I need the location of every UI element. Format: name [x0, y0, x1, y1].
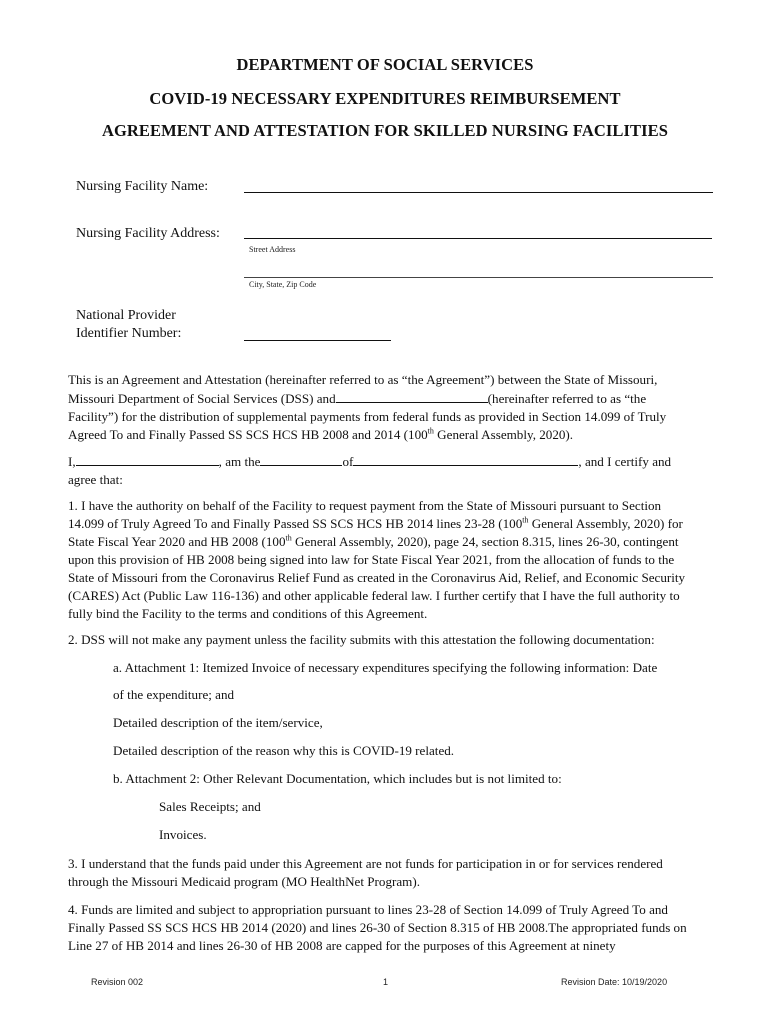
- certify-line2: agree that:: [68, 472, 123, 487]
- street-address-caption: Street Address: [249, 245, 296, 254]
- city-state-zip-field[interactable]: [244, 277, 713, 278]
- intro-superscript: th: [427, 426, 434, 436]
- item-1-text-a: 1. I have the authority on behalf of the Facility to request payment from the State of Missouri pursuant to Section 14.099 of Truly Agreed To and Finally Passed SS SCS HCS HB 2014 lines 23-28 (100: [68, 498, 662, 531]
- footer-revision: Revision 002: [91, 977, 144, 987]
- program-title: COVID-19 NECESSARY EXPENDITURES REIMBURSEMENT: [149, 89, 621, 108]
- item-1-text-b: General Assembly, 2020) for State Fiscal Year 2020 and HB 2008 (100: [68, 516, 683, 549]
- intro-text-part2: (hereinafter referred to as “the Facility”) for the distribution of supplemental payments from federal funds as provided in Section 14.099 of Truly Agreed To and Finally Passed SS SCS HCS HB 2008 and 2014 (100: [68, 391, 667, 442]
- facility-blank[interactable]: [336, 389, 488, 403]
- item-3-paragraph: 3. I understand that the funds paid under this Agreement are not funds for participation in or for services rendered through the Missouri Medicaid program (MO HealthNet Program).: [68, 856, 663, 889]
- npi-label-line2: Identifier Number:: [76, 326, 182, 341]
- invoices-item: Invoices.: [159, 827, 207, 842]
- sales-receipts-item: Sales Receipts; and: [159, 799, 261, 814]
- street-address-field[interactable]: [244, 238, 712, 239]
- city-state-zip-caption: City, State, Zip Code: [249, 280, 317, 289]
- agreement-title: AGREEMENT AND ATTESTATION FOR SKILLED NURSING FACILITIES: [101, 121, 669, 140]
- item-2-paragraph: 2. DSS will not make any payment unless the facility submits with this attestation the following documentation:: [68, 632, 655, 647]
- facility-address-label: Nursing Facility Address:: [76, 226, 220, 241]
- attachment-2-line: b. Attachment 2: Other Relevant Documentation, which includes but is not limited to:: [113, 771, 562, 786]
- signer-title-blank[interactable]: [260, 452, 342, 466]
- certify-end: , and I certify and: [578, 454, 672, 469]
- intro-text-part1: This is an Agreement and Attestation (hereinafter referred to as “the Agreement”) between the State of Missouri, Missouri Department of Social Services (DSS) and: [68, 372, 658, 406]
- item-1-text-c: General Assembly, 2020), page 24, section 8.315, lines 26-30, contingent upon this provision of HB 2008 being signed into law for State Fiscal Year 2021, from the allocation of funds to the State of Missouri from the Coronavirus Relief Fund as created in the Coronavirus Aid, Relief, and Economic Security (CARES) Act (Public Law 116-136) and other applicable federal law. I further certify that I have the full authority to fully bind the Facility to the terms and conditions of this Agreement.: [68, 534, 686, 621]
- facility-name-field[interactable]: [244, 192, 713, 193]
- attachment-1-date-line: of the expenditure; and: [113, 687, 235, 702]
- item-1-superscript-1: th: [522, 515, 529, 525]
- footer-revision-date: Revision Date: 10/19/2020: [561, 977, 668, 987]
- certify-am-the: , am the: [218, 454, 261, 469]
- item-1-paragraph: [68, 497, 693, 623]
- certify-i: I,: [68, 454, 76, 469]
- footer-page-number: 1: [383, 977, 389, 987]
- attachment-1-reason-description: Detailed description of the reason why this is COVID-19 related.: [113, 743, 455, 758]
- signer-name-blank[interactable]: [76, 452, 219, 466]
- npi-number-field[interactable]: [244, 340, 391, 341]
- certify-paragraph: [68, 452, 693, 489]
- npi-label-line1: National Provider: [76, 308, 176, 323]
- attachment-1-item-description: Detailed description of the item/service,: [113, 715, 323, 730]
- intro-paragraph: [68, 371, 693, 444]
- attachment-1-line: a. Attachment 1: Itemized Invoice of necessary expenditures specifying the following information: Date: [113, 660, 658, 675]
- intro-text-part3: General Assembly, 2020).: [433, 427, 574, 442]
- certify-of: of: [342, 454, 354, 469]
- signer-organization-blank[interactable]: [353, 452, 578, 466]
- item-1-superscript-2: th: [285, 533, 292, 543]
- department-title: DEPARTMENT OF SOCIAL SERVICES: [236, 55, 534, 74]
- facility-name-label: Nursing Facility Name:: [76, 179, 209, 194]
- item-4-paragraph: 4. Funds are limited and subject to appropriation pursuant to lines 23-28 of Section 14.099 of Truly Agreed To and Finally Passed SS SCS HCS HB 2014 (2020) and lines 26-30 of Section 8.315 of HB 2008.The appropriated funds on Line 27 of HB 2014 and lines 26-30 of HB 2008 are capped for the purposes of this Agreement at ninety: [68, 902, 687, 953]
